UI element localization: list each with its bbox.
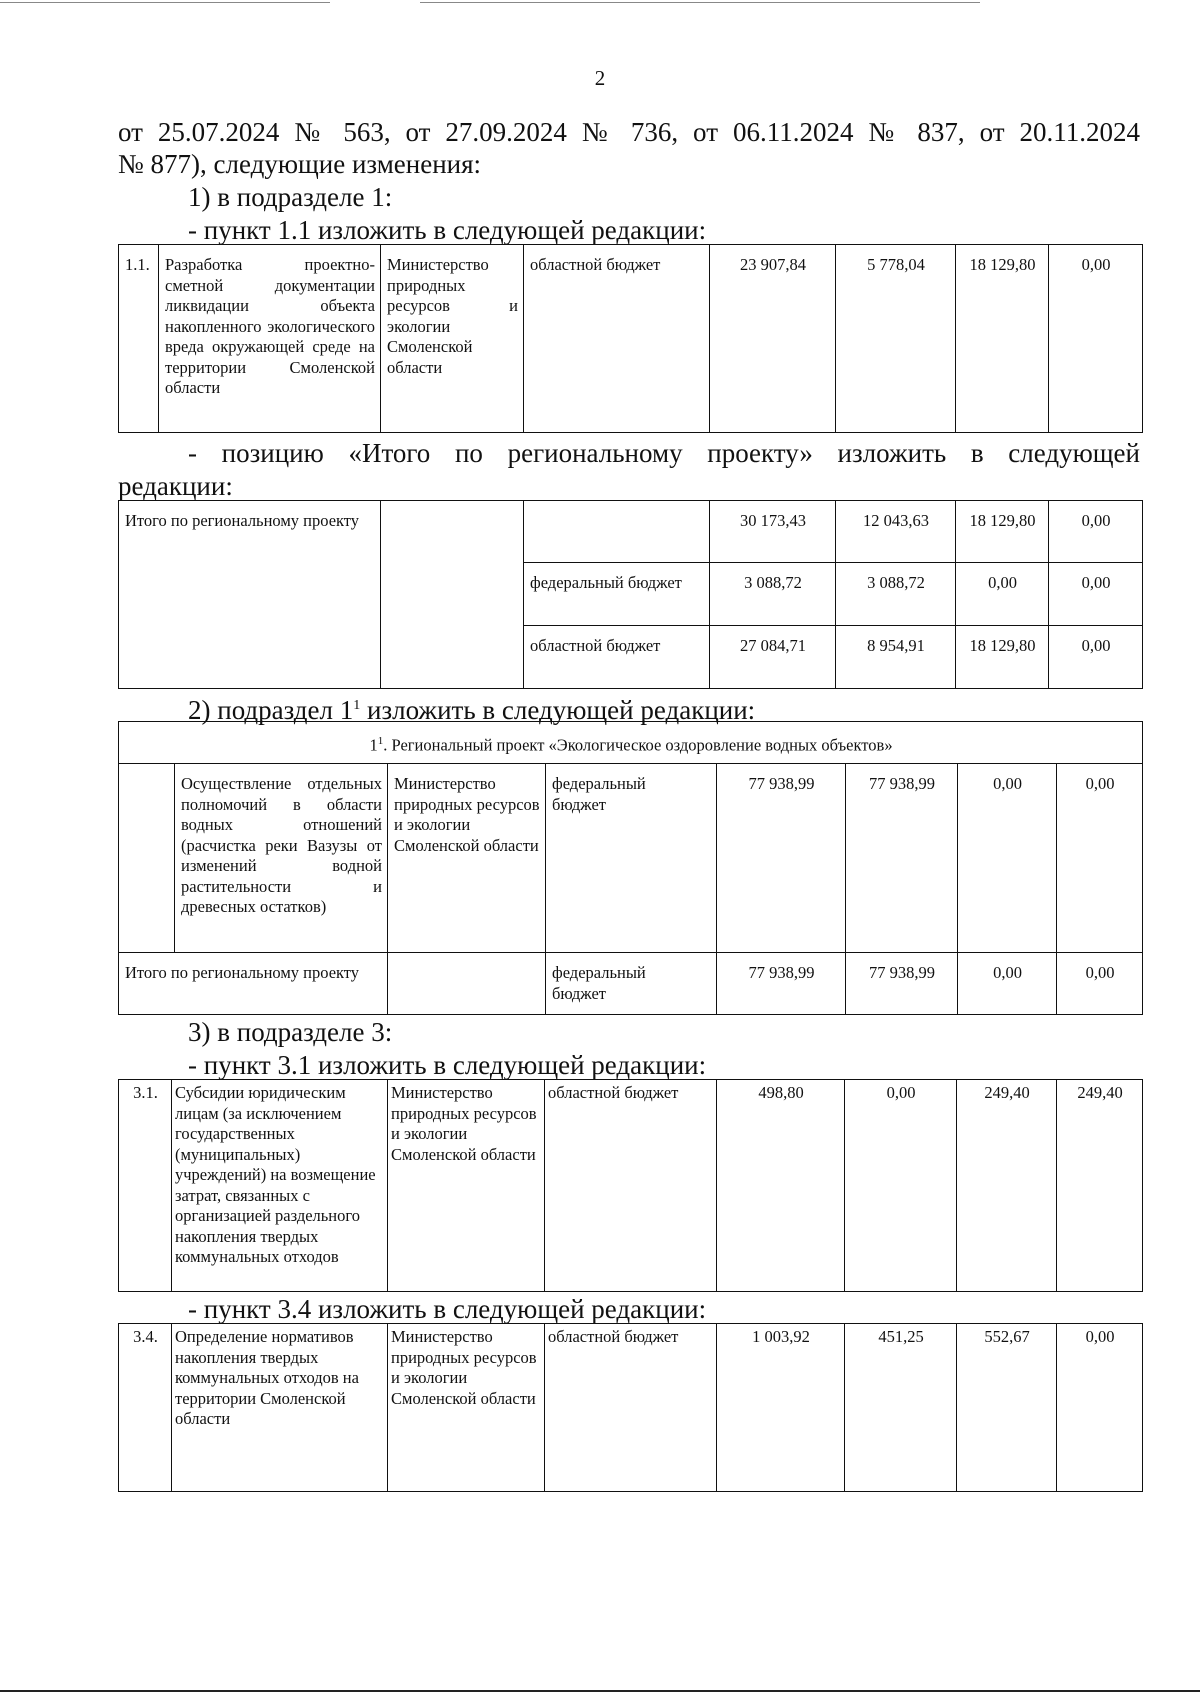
funding-source: федеральный бюджет [546,953,717,1015]
year-2-value: 18 129,80 [956,626,1049,689]
total-value: 77 938,99 [717,764,846,953]
item-name: Осуществление отдельных полномочий в области водных отношений (расчистка реки Вазузы от изменений водной растительности и древесных остатков) [175,764,388,953]
year-1-value: 12 043,63 [836,501,956,563]
table-row [119,722,1143,764]
year-1-value: 451,25 [845,1324,957,1492]
project-title [119,722,1143,764]
section-3-heading: 3) в подразделе 3: [188,1017,393,1047]
funding-source: областной бюджет [545,1080,717,1292]
funding-source: областной бюджет [524,626,710,689]
section-3-sub-2: - пункт 3.4 изложить в следующей редакции: [188,1294,707,1324]
executor: Министерство природных ресурсов и экологии Смоленской области [381,245,524,433]
table-row [119,764,1143,953]
project-title-sup: 1 [377,735,384,747]
row-number [119,764,175,953]
year-2-value: 0,00 [958,953,1057,1015]
itogo-label: Итого по региональному проекту [119,501,381,689]
year-2-value: 0,00 [956,563,1049,626]
section-1-sub: - пункт 1.1 изложить в следующей редакции: [188,215,707,245]
position-line-1: - позицию «Итого по региональному проекту» изложить в следующей [188,438,1140,468]
year-2-value: 0,00 [958,764,1057,953]
section-1-heading: 1) в подразделе 1: [188,182,393,212]
table-item-3-1 [118,1079,1143,1292]
year-3-value: 0,00 [1057,764,1143,953]
year-1-value: 8 954,91 [836,626,956,689]
table-row [119,953,1143,1015]
year-1-value: 3 088,72 [836,563,956,626]
table-row [119,1080,1143,1292]
section-2-heading-post: изложить в следующей редакции: [360,695,756,725]
total-value: 27 084,71 [710,626,836,689]
funding-source: областной бюджет [524,245,710,433]
position-line-2: редакции: [118,471,233,501]
year-3-value: 0,00 [1049,626,1143,689]
funding-source: федеральный бюджет [546,764,717,953]
item-name: Определение нормативов накопления твердых коммунальных отходов на территории Смоленской области [172,1324,388,1492]
intro-line-2: № 877), следующие изменения: [118,149,482,179]
row-number: 3.1. [119,1080,172,1292]
year-1-value: 0,00 [845,1080,957,1292]
funding-source [524,501,710,563]
table-row [119,501,1143,563]
row-number: 3.4. [119,1324,172,1492]
total-value: 30 173,43 [710,501,836,563]
page-number: 2 [594,66,606,90]
year-3-value: 249,40 [1057,1080,1143,1292]
executor-empty [381,501,524,689]
table-itogo-1 [118,500,1143,689]
table-section-2 [118,721,1143,1015]
total-value: 23 907,84 [710,245,836,433]
total-value: 3 088,72 [710,563,836,626]
scan-edge-top-2 [420,2,980,3]
executor-empty [388,953,546,1015]
year-2-value: 249,40 [957,1080,1057,1292]
total-value: 77 938,99 [717,953,846,1015]
itogo-label: Итого по региональному проекту [119,953,388,1015]
year-2-value: 552,67 [957,1324,1057,1492]
section-3-sub-1: - пункт 3.1 изложить в следующей редакции: [188,1050,707,1080]
year-2-value: 18 129,80 [956,245,1049,433]
year-3-value: 0,00 [1057,1324,1143,1492]
year-1-value: 77 938,99 [846,953,958,1015]
executor: Министерство природных ресурсов и экологии Смоленской области [388,1324,545,1492]
funding-source: областной бюджет [545,1324,717,1492]
year-3-value: 0,00 [1057,953,1143,1015]
section-2-heading-sup: 1 [353,698,361,713]
table-row [119,245,1143,433]
year-1-value: 5 778,04 [836,245,956,433]
table-row [119,1324,1143,1492]
intro-line-1: от 25.07.2024 № 563, от 27.09.2024 № 736, от 06.11.2024 № 837, от 20.11.2024 [118,117,1140,147]
year-2-value: 18 129,80 [956,501,1049,563]
row-number: 1.1. [119,245,159,433]
project-title-post: . Региональный проект «Экологическое оздоровление водных объектов» [383,735,893,755]
year-3-value: 0,00 [1049,563,1143,626]
project-title-pre: 1 [369,735,378,755]
section-2-heading-pre: 2) подраздел 1 [188,695,354,725]
executor: Министерство природных ресурсов и экологии Смоленской области [388,1080,545,1292]
scan-edge-bottom [0,1690,1200,1692]
year-3-value: 0,00 [1049,501,1143,563]
year-3-value: 0,00 [1049,245,1143,433]
funding-source: федеральный бюджет [524,563,710,626]
table-item-1-1 [118,244,1143,433]
executor: Министерство природных ресурсов и экологии Смоленской области [388,764,546,953]
scan-edge-top [0,2,330,3]
year-1-value: 77 938,99 [846,764,958,953]
table-item-3-4 [118,1323,1143,1492]
item-name: Субсидии юридическим лицам (за исключением государственных (муниципальных) учреждений) на возмещение затрат, связанных с организацией раздельного накопления твердых коммунальных отходов [172,1080,388,1292]
item-name: Разработка проектно-сметной документации ликвидации объекта накопленного экологического вреда окружающей среде на территории Смоленской области [159,245,381,433]
total-value: 498,80 [717,1080,845,1292]
total-value: 1 003,92 [717,1324,845,1492]
